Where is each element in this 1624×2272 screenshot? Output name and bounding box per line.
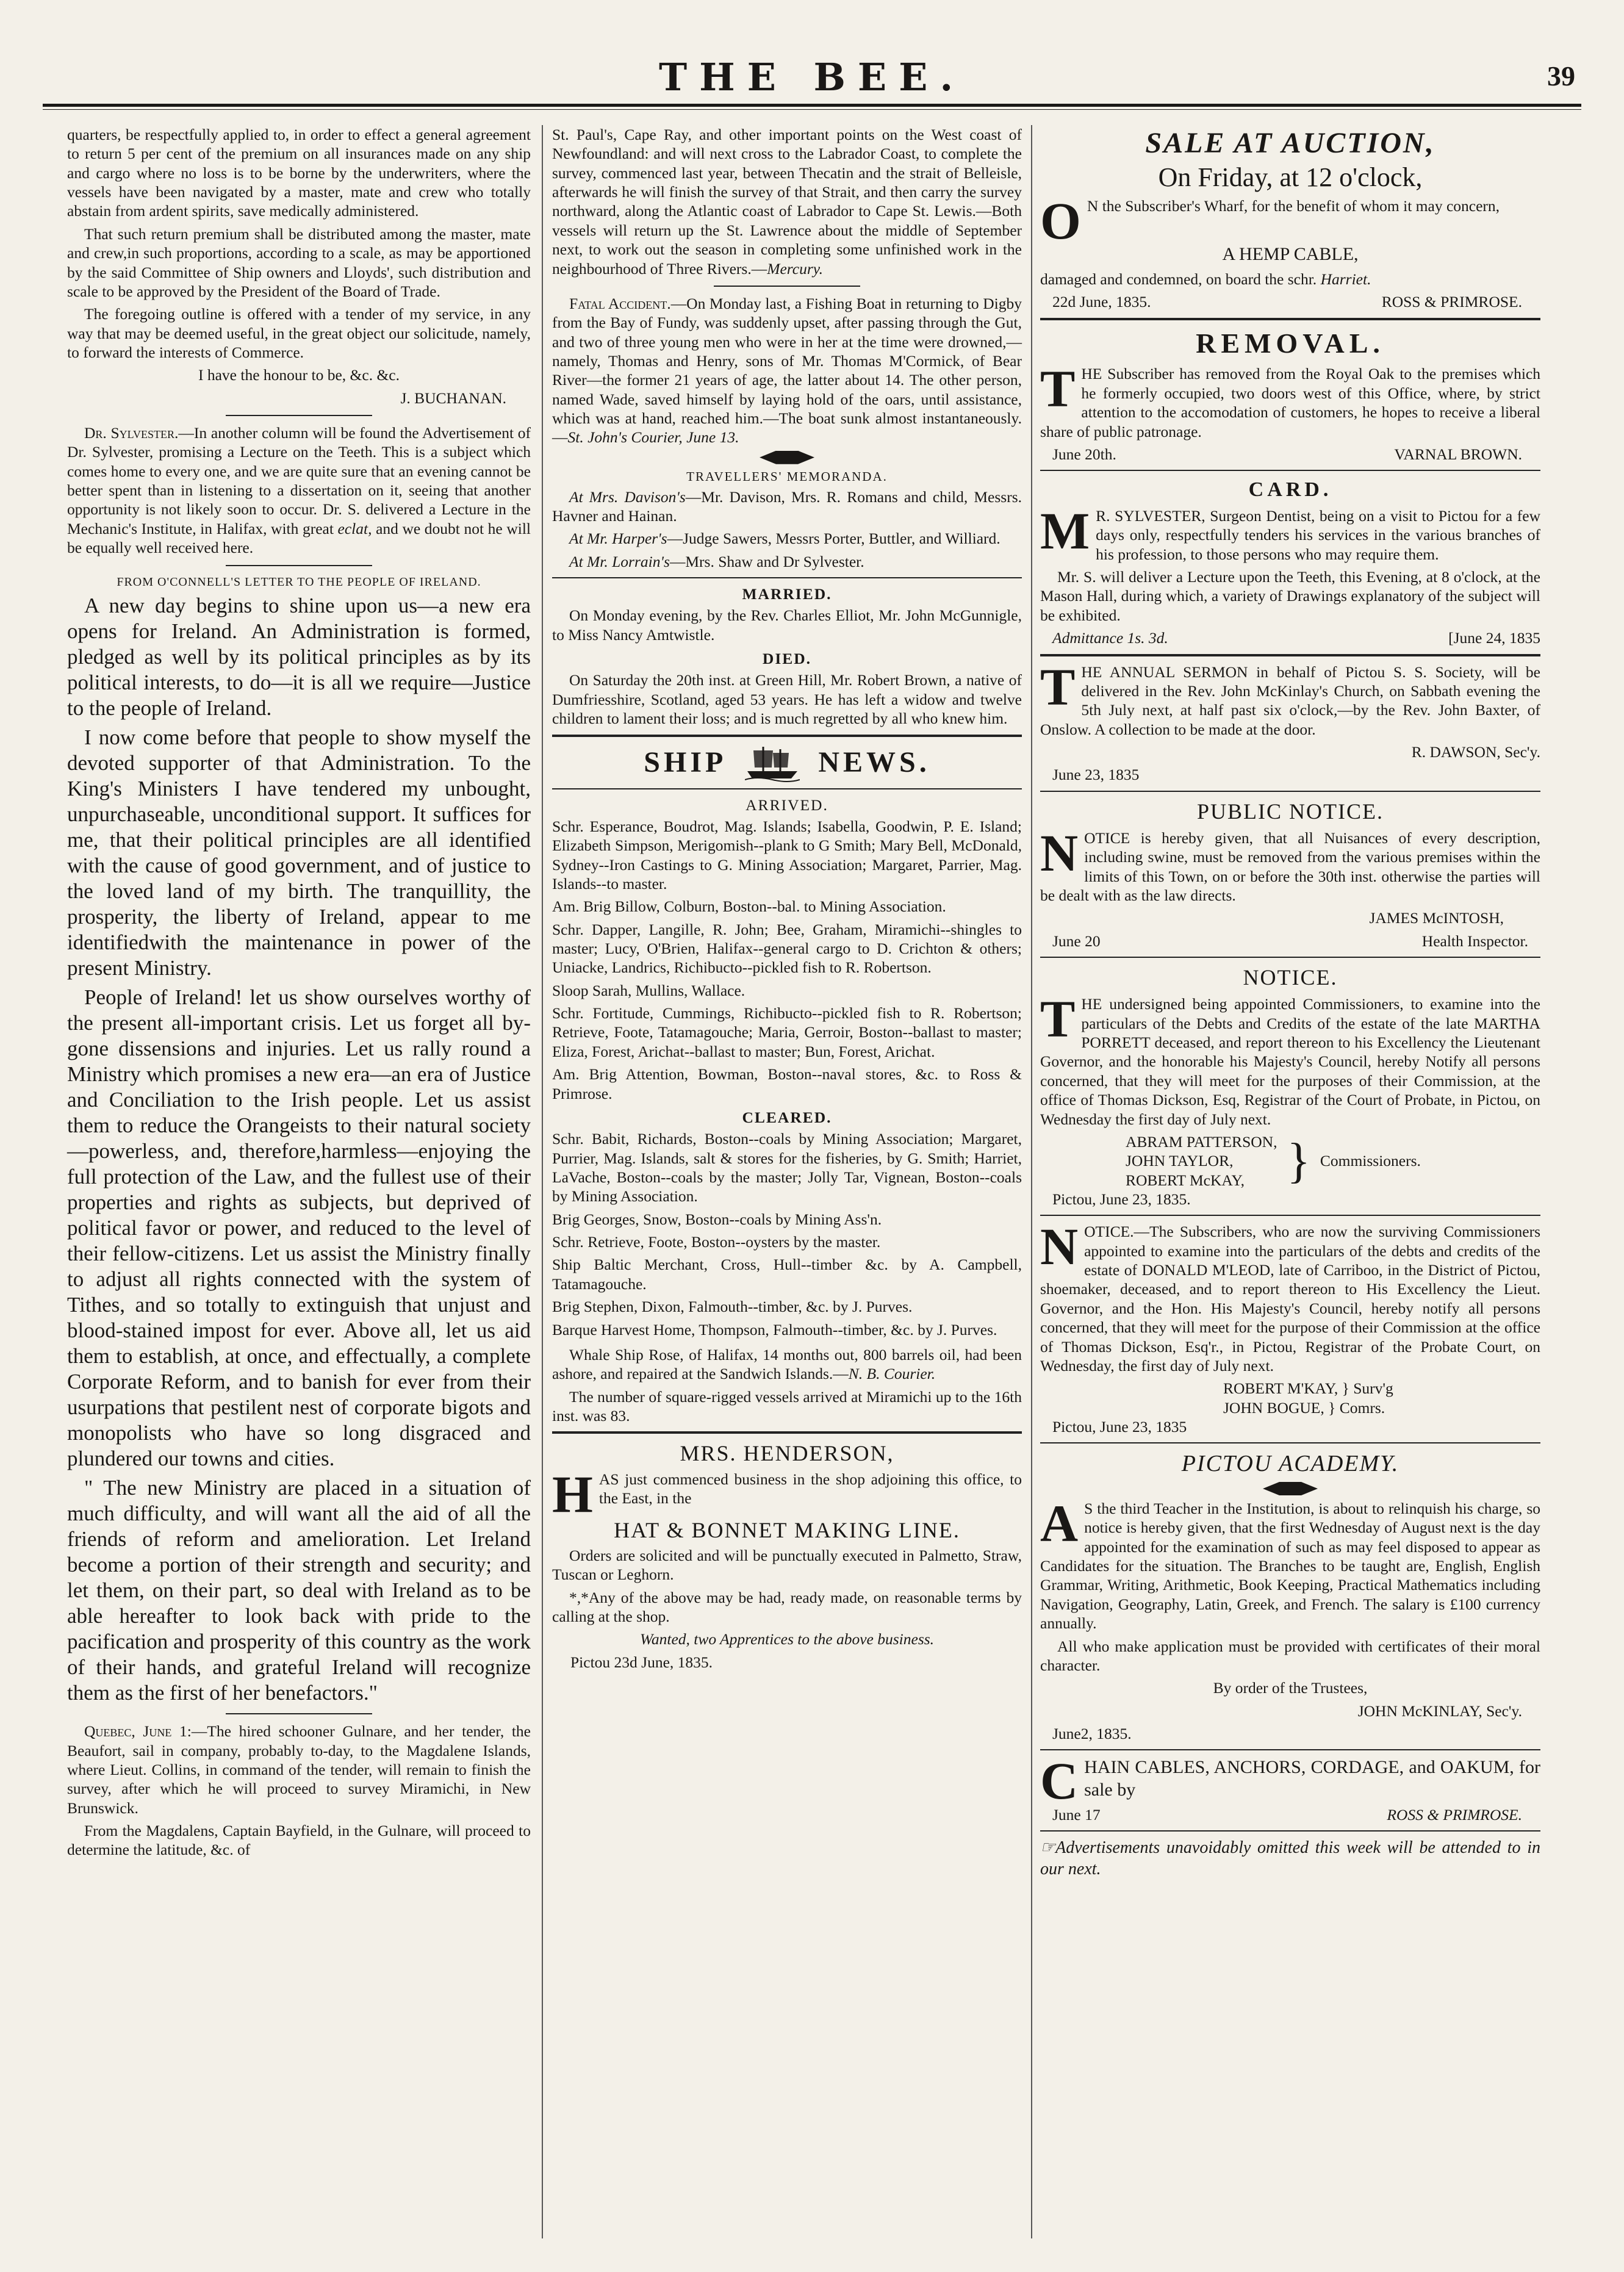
academy-order: By order of the Trustees, bbox=[1213, 1679, 1368, 1697]
ad-text: OTICE is hereby given, that all Nuisances of every description, including swine, must be removed from the various premises within the limits of this Town, on or before the 30th inst. otherwise the parties will be dealt with as the law directs. bbox=[1040, 829, 1540, 905]
chain-footer bbox=[1040, 1805, 1540, 1824]
signatory: JOHN BOGUE, bbox=[1223, 1398, 1324, 1417]
clearance-entry: Schr. Retrieve, Foote, Boston--oysters by the master. bbox=[552, 1233, 881, 1251]
drop-cap: N bbox=[1040, 1217, 1079, 1276]
page-number: 39 bbox=[1547, 60, 1575, 92]
ship-icon bbox=[745, 743, 800, 782]
mcleod-signatures: ROBERT M'KAY, } Surv'g JOHN BOGUE, } Comrs. bbox=[1223, 1379, 1393, 1417]
academy-requirement: All who make application must be provided with certificates of their moral character. bbox=[1040, 1637, 1540, 1674]
mcleod-notice bbox=[1040, 1217, 1540, 1375]
arrived-list bbox=[552, 817, 1022, 1103]
card-heading: CARD. bbox=[1248, 478, 1332, 501]
notice-date: Pictou, June 23, 1835. bbox=[1052, 1190, 1191, 1208]
column-divider bbox=[1031, 125, 1032, 2238]
drop-cap: M bbox=[1040, 501, 1090, 561]
removal-footer bbox=[1040, 445, 1540, 464]
source-credit: Mercury. bbox=[767, 259, 824, 278]
ad-signature: ROSS & PRIMROSE. bbox=[1381, 293, 1522, 311]
commissioners-label: Commissioners. bbox=[1320, 1152, 1421, 1170]
ship-news-left: SHIP bbox=[644, 746, 727, 779]
article-heading: FROM O'CONNELL'S LETTER TO THE PEOPLE OF IRELAND. bbox=[117, 575, 481, 589]
sale-time: On Friday, at 12 o'clock, bbox=[1158, 162, 1423, 193]
ad-text: OTICE.—The Subscribers, who are now the surviving Commissioners appointed to examine into the particulars of the debts and credits of the estate of DONALD M'LEOD, late of Carriboo, in the District of Pictou, shoemaker, deceased, and to report thereon to His Excellency the Lieut. Governor, and the Hon. His Majesty's Council, hereby notify all persons concerned, that they will meet for the purpose of their Commission at the office of Thomas Dickson, Esq'r., in Pictou, Registrar of the Probate Court, on Wednesday, the first day of July next. bbox=[1040, 1223, 1540, 1375]
arrival-entry: Schr. Fortitude, Cummings, Richibucto--pickled fish to R. Robertson; Retrieve, Foote, Tatamagouche; Maria, Gerroir, Boston--ballast to master; Eliza, Forest, Arichat--ballast to master; Bun, Forest, Arichat. bbox=[552, 1004, 1022, 1060]
quebec-article bbox=[67, 1722, 531, 1817]
admittance: Admittance 1s. 3d. bbox=[1052, 629, 1168, 647]
article-text: Whale Ship Rose, of Halifax, 14 months out, 800 barrels oil, had been ashore, and repaired at the Sandwich Islands.— bbox=[552, 1345, 1022, 1383]
arrival-entry: Am. Brig Billow, Colburn, Boston--bal. to Mining Association. bbox=[552, 897, 946, 916]
source-credit: St. John's Courier, June 13. bbox=[567, 428, 739, 447]
henderson-date: Pictou 23d June, 1835. bbox=[570, 1653, 713, 1671]
commissioners-block bbox=[1126, 1132, 1540, 1190]
ready-made-line: *,*Any of the above may be had, ready made, on reasonable terms by calling at the shop. bbox=[552, 1588, 1022, 1626]
article-text: St. Paul's, Cape Ray, and other important points on the West coast of Newfoundland: and will next cross to the Labrador Coast, to complete the survey, commenced last year, between Thecatin and the strait of Belleisle, afterwards he will finish the survey of that Strait, and then carry the survey northward, along the Atlantic coast of Labrador to Cape St. Lewis.—Both vessels will return up the St. Lawrence about the middle of September next, to work out the season in completing some unfinished work in the neighbourhood of Three Rivers.— bbox=[552, 126, 1022, 278]
card-footer bbox=[1040, 628, 1540, 647]
ad-date: June 17 bbox=[1052, 1806, 1101, 1824]
academy-heading: PICTOU ACADEMY. bbox=[1181, 1451, 1399, 1477]
separator bbox=[552, 735, 1022, 737]
notice-heading: NOTICE. bbox=[1243, 965, 1338, 990]
drop-cap: A bbox=[1040, 1494, 1079, 1553]
column-2 bbox=[552, 125, 1022, 1675]
signatory-title: Surv'g bbox=[1353, 1379, 1393, 1398]
masthead bbox=[43, 43, 1581, 110]
clearance-entry: Barque Harvest Home, Thompson, Falmouth--timber, &c. by J. Purves. bbox=[552, 1320, 997, 1339]
separator bbox=[226, 415, 372, 416]
lodging: At Mr. Lorrain's bbox=[569, 552, 670, 570]
omitted-adverts-note: ☞Advertisements unavoidably omitted this week will be attended to in our next. bbox=[1040, 1838, 1540, 1878]
whale-ship-note bbox=[552, 1345, 1022, 1384]
arrival-entry: Schr. Dapper, Langille, R. John; Bee, Graham, Miramichi--shingles to master; Lucy, O'Brien, Halifax--general cargo to D. Crichton & others; Uniacke, Landrics, Richibucto--pickled fish to R. Robertson. bbox=[552, 920, 1022, 977]
square-rigged-note: The number of square-rigged vessels arrived at Miramichi up to the 16th inst. was 83. bbox=[552, 1387, 1022, 1425]
public-notice bbox=[1040, 823, 1540, 905]
ship-news-right: NEWS. bbox=[818, 746, 930, 779]
cleared-list bbox=[552, 1129, 1022, 1339]
traveller-entry bbox=[552, 487, 1022, 526]
public-notice-name: JAMES McINTOSH, bbox=[1369, 909, 1504, 927]
separator bbox=[714, 286, 860, 287]
sermon-date: June 23, 1835 bbox=[1052, 766, 1140, 784]
drop-cap: T bbox=[1040, 990, 1076, 1049]
column-1 bbox=[67, 125, 531, 1863]
fatal-accident-article bbox=[552, 294, 1022, 447]
separator bbox=[552, 788, 1022, 789]
ad-date: June 20 bbox=[1052, 932, 1101, 950]
ornament bbox=[1263, 1482, 1318, 1495]
separator bbox=[552, 1431, 1022, 1434]
arrival-entry: Sloop Sarah, Mullins, Wallace. bbox=[552, 981, 746, 999]
article-text: eclat, bbox=[337, 519, 372, 537]
masthead-rule bbox=[43, 104, 1581, 110]
died-notice: On Saturday the 20th inst. at Green Hill, Mr. Robert Brown, a native of Dumfriesshire, Scotland, aged 53 years. He has left a widow and twelve children to lament their loss; and is much regretted by all who knew him. bbox=[552, 671, 1022, 728]
traveller-entry bbox=[552, 552, 1022, 571]
separator bbox=[226, 1713, 372, 1714]
commissioner-name: ROBERT McKAY, bbox=[1126, 1171, 1245, 1189]
buchanan-paragraph: quarters, be respectfully applied to, in order to effect a general agreement to return 5 per cent of the premium on all insurances made on any ship and cargo where no loss is to be borne by the underwriters, where the vessels have been navigated by a master, mate and crew who totally abstain from ardent spirits, save medically administered. bbox=[67, 126, 531, 220]
buchanan-paragraph: That such return premium shall be distributed among the master, mate and crew,in such proportions, according to a scale, as may be apportioned by the said Committee of Ship owners and Lloyds', such distribution and scale to be approved by the President of the Board of Trade. bbox=[67, 225, 531, 300]
ad-title: Health Inspector. bbox=[1421, 932, 1528, 950]
drop-cap: H bbox=[552, 1464, 593, 1523]
removal-heading: REMOVAL. bbox=[1196, 327, 1385, 359]
henderson-heading: MRS. HENDERSON, bbox=[680, 1441, 894, 1466]
signatory-title: Comrs. bbox=[1339, 1398, 1385, 1417]
public-notice-heading: PUBLIC NOTICE. bbox=[1197, 799, 1384, 824]
signatory: ROBERT M'KAY, bbox=[1223, 1379, 1338, 1398]
brace: } bbox=[1287, 1134, 1310, 1188]
separator bbox=[1040, 1830, 1540, 1832]
separator bbox=[1040, 654, 1540, 656]
ad-text: R. SYLVESTER, Surgeon Dentist, being on a visit to Pictou for a few days only, respectfully tenders his services in the various branches of his profession, to those persons who may require them. bbox=[1096, 507, 1540, 563]
separator bbox=[1040, 1749, 1540, 1750]
survey-paragraph bbox=[552, 125, 1022, 278]
magdalens-paragraph: From the Magdalens, Captain Bayfield, in the Gulnare, will proceed to determine the latitude, &c. of bbox=[67, 1821, 531, 1859]
removal-ad bbox=[1040, 359, 1540, 440]
ad-text: N the Subscriber's Wharf, for the benefit of whom it may concern, bbox=[1087, 197, 1500, 215]
sermon-ad bbox=[1040, 657, 1540, 739]
arrival-entry: Schr. Esperance, Boudrot, Mag. Islands; Isabella, Goodwin, P. E. Island; Elizabeth Simpson, Merigomish--plank to G Smith; Mary Bell, McDonald, Sydney--Iron Castings to G. Mining Association; Margaret, Parrier, Mag. Islands--to master. bbox=[552, 817, 1022, 893]
separator bbox=[1040, 957, 1540, 958]
lodging: At Mr. Harper's bbox=[569, 530, 667, 548]
sale-heading: SALE AT AUCTION, bbox=[1145, 127, 1435, 159]
cleared-heading: CLEARED. bbox=[742, 1108, 832, 1126]
drop-cap: T bbox=[1040, 657, 1076, 716]
sylvester-article bbox=[67, 423, 531, 558]
ad-signature: VARNAL BROWN. bbox=[1394, 445, 1522, 463]
married-heading: MARRIED. bbox=[742, 585, 832, 603]
separator bbox=[552, 577, 1022, 578]
sale-item: A HEMP CABLE, bbox=[1222, 244, 1359, 265]
ship-news-banner bbox=[552, 743, 1022, 782]
lead-in: Quebec, June 1: bbox=[84, 1722, 192, 1741]
lead-in: Dr. Sylvester. bbox=[84, 424, 179, 442]
oconnell-paragraph: A new day begins to shine upon us—a new era opens for Ireland. An Administration is formed, pledged as well by its political principles as by its political interests, to do—it is all we require—Justice to the people of Ireland. bbox=[67, 594, 531, 721]
ad-date: [June 24, 1835 bbox=[1448, 629, 1540, 647]
ornament bbox=[760, 451, 814, 464]
source-credit: N. B. Courier. bbox=[848, 1365, 936, 1383]
married-notice: On Monday evening, by the Rev. Charles Elliot, Mr. John McGunnigle, to Miss Nancy Amtwistle. bbox=[552, 606, 1022, 644]
chain-ad bbox=[1040, 1752, 1540, 1811]
ad-text: HE ANNUAL SERMON in behalf of Pictou S. S. Society, will be delivered in the Rev. John McKinlay's Church, on Sabbath evening the 5th July next, at half past six o'clock,—by the Rev. John Baxter, of Onslow. A collection to be made at the door. bbox=[1040, 663, 1540, 738]
ad-date: June 20th. bbox=[1052, 445, 1116, 463]
wanted-line: Wanted, two Apprentices to the above business. bbox=[639, 1630, 935, 1648]
article-text: and we doubt not he will be equally well received here. bbox=[67, 519, 531, 557]
ad-text: HAIN CABLES, ANCHORS, CORDAGE, and OAKUM, for sale by bbox=[1084, 1757, 1540, 1800]
ship-name: Harriet. bbox=[1320, 270, 1371, 289]
clearance-entry: Schr. Babit, Richards, Boston--coals by Mining Association; Margaret, Purrier, Mag. Islands, salt & stores for the fisheries, by G. Smith; Harriet, LaVache, Boston--coals by the master; Jolly Tar, Vignean, Boston--coals by Mining Association. bbox=[552, 1130, 1022, 1206]
drop-cap: O bbox=[1040, 192, 1081, 251]
sale-description bbox=[1040, 270, 1540, 289]
died-heading: DIED. bbox=[762, 650, 812, 668]
ad-signature: ROSS & PRIMROSE. bbox=[1387, 1806, 1522, 1824]
article-text: —On Monday last, a Fishing Boat in returning to Digby from the Bay of Fundy, was suddenly upset, after passing through the Gut, and two of three young men who were in her at the time were drowned,—namely, Thomas and Henry, sons of Mr. Thomas M'Cormick, of Bear River—the former 21 years of age, the latter about 14. The other person, named Wade, saved himself by laying hold of the oars, until assistance, which was at hand, reached him.—The boat sunk almost instantaneously.— bbox=[552, 294, 1022, 447]
ad-date: 22d June, 1835. bbox=[1052, 293, 1151, 311]
drop-cap: T bbox=[1040, 359, 1076, 419]
travellers-heading: TRAVELLERS' MEMORANDA. bbox=[686, 469, 888, 484]
clearance-entry: Ship Baltic Merchant, Cross, Hull--timber &c. by A. Campbell, Tatamagouche. bbox=[552, 1256, 1022, 1293]
arrived-heading: ARRIVED. bbox=[746, 796, 828, 814]
article-text: —The hired schooner Gulnare, and her tender, the Beaufort, sail in company, probably to-day, to the Magdalene Islands, where Lieut. Collins, in command of the tender, will remain to finish the survey, after which he will proceed to survey Miramichi, in New Brunswick. bbox=[67, 1722, 531, 1817]
guests: —Judge Sawers, Messrs Porter, Buttler, and Williard. bbox=[667, 530, 1001, 548]
lead-in: Fatal Accident. bbox=[569, 294, 671, 312]
drop-cap: N bbox=[1040, 823, 1079, 882]
column-3 bbox=[1040, 125, 1540, 1883]
article-text: —In another column will be found the Advertisement of Dr. Sylvester, promising a Lecture on the Teeth. This is a subject which comes home to every one, and we are quite sure that an evening cannot be better spent than in listening to a dissertation on it, seeing that another opportunity is not likely soon to occur. Dr. S. delivered a Lecture in the Mechanic's Institute, in Halifax, with great bbox=[67, 424, 531, 537]
lecture-notice: Mr. S. will deliver a Lecture upon the Teeth, this Evening, at 8 o'clock, at the Mason Hall, during which, a variety of Drawings explanatory of the subject will be exhibited. bbox=[1040, 568, 1540, 624]
sale-ad bbox=[1040, 192, 1540, 251]
ad-text: damaged and condemned, on board the schr. bbox=[1040, 270, 1317, 289]
oconnell-paragraph: I now come before that people to show myself the devoted supporter of that Administration. To the King's Ministers I have tendered my unbought, unpurchaseable, unconditional support. It suffices for me, that their political principles are all identified with the cause of good government, and of justice to the loved land of my birth. The tranquillity, the prosperity, the liberty of Ireland, appear to me identifiedwith the maintenance in power of the present Ministry. bbox=[67, 725, 531, 980]
oconnell-paragraph: People of Ireland! let us show ourselves worthy of the present all-important crisis. Let us forget all by-gone dissensions and injuries. Let us rally round a Ministry which promises a new era—an era of Justice and Conciliation to the Irish people. Let us assist them to reduce the Orangeists to their natural society—powerless, and, therefore,harmless—enjoying the full protection of the Law, and the fullest use of their properties and rights as subjects, but deprived of political favor or power, and reduced to the level of their fellow-citizens. Let us assist the Ministry finally to adjust all rights connected with the system of Tithes, and so totally to extinguish that unjust and blood-stained impost for ever. Above all, let us aid them to establish, at once, and effectually, a complete Corporate Reform, and to banish for ever from their usurpations that pestilent nest of corporate bigots and monopolists who have so long disgraced and plundered our towns and cities. bbox=[67, 985, 531, 1471]
academy-date: June2, 1835. bbox=[1052, 1724, 1132, 1742]
porrett-notice bbox=[1040, 990, 1540, 1129]
public-notice-footer bbox=[1040, 932, 1540, 951]
separator bbox=[1040, 470, 1540, 471]
lodging: At Mrs. Davison's bbox=[569, 487, 686, 506]
commissioner-name: ABRAM PATTERSON, bbox=[1126, 1132, 1277, 1151]
buchanan-paragraph: The foregoing outline is offered with a tender of my service, in any way that may be deemed useful, in the great object our solicitude, namely, to forward the interests of Commerce. bbox=[67, 305, 531, 361]
ad-text: HE undersigned being appointed Commissioners, to examine into the particulars of the Debts and Credits of the estate of the late MARTHA PORRETT deceased, and report thereon to his Excellency the Lieutenant Governor, and the honorable his Majesty's Council, hereby Notify all persons concerned, that they will meet for the purposes of their Commission, at the office of Thomas Dickson, Esq, Registrar of the Court of Probate, in Pictou, on Wednesday the first day of July next. bbox=[1040, 995, 1540, 1128]
separator bbox=[1040, 318, 1540, 320]
traveller-entry bbox=[552, 529, 1022, 548]
ad-text: S the third Teacher in the Institution, is about to relinquish his charge, so notice is hereby given, that the first Wednesday of August next is the day appointed for the examination of such as may feel disposed to appear as Candidates for the situation. The Branches to be taught are, English, English Grammar, Writing, Arithmetic, Book Keeping, Practical Mathematics including Navigation, Geography, Latin, Greek, and French. The salary is £100 currency annually. bbox=[1040, 1500, 1540, 1633]
sermon-signature: R. DAWSON, Sec'y. bbox=[1411, 742, 1540, 761]
hat-heading: HAT & BONNET MAKING LINE. bbox=[614, 1517, 960, 1542]
separator bbox=[1040, 1442, 1540, 1443]
mcleod-date: Pictou, June 23, 1835 bbox=[1052, 1417, 1187, 1436]
henderson-ad bbox=[552, 1464, 1022, 1523]
oconnell-paragraph: " The new Ministry are placed in a situation of much difficulty, and will want all the aid of all the friends of reform and amelioration. Let Ireland become a portion of their strength and security; and let them, on their part, so deal with Ireland as to be able hereafter to look back with pride to the pacification and prosperity of this country as the work of their hands, and grateful Ireland will recognize them as the first of her benefactors." bbox=[67, 1476, 531, 1705]
column-divider bbox=[542, 125, 543, 2238]
separator bbox=[1040, 1215, 1540, 1216]
card-ad bbox=[1040, 501, 1540, 564]
commissioner-names bbox=[1126, 1132, 1277, 1190]
orders-line: Orders are solicited and will be punctually executed in Palmetto, Straw, Tuscan or Leghorn. bbox=[552, 1546, 1022, 1584]
clearance-entry: Brig Stephen, Dixon, Falmouth--timber, &c. by J. Purves. bbox=[552, 1298, 913, 1316]
academy-signature: JOHN McKINLAY, Sec'y. bbox=[1357, 1702, 1522, 1720]
commissioner-name: JOHN TAYLOR, bbox=[1126, 1152, 1234, 1170]
guests: —Mr. Davison, Mrs. R. Romans and child, Messrs. Havner and Hainan. bbox=[552, 487, 1022, 525]
academy-ad bbox=[1040, 1494, 1540, 1633]
arrival-entry: Am. Brig Attention, Bowman, Boston--naval stores, &c. to Ross & Primrose. bbox=[552, 1065, 1022, 1102]
ad-text: HE Subscriber has removed from the Royal Oak to the premises which he formerly occupied, two doors west of this Office, where, by strict attention to the accomodation of customers, he hopes to receive a liberal share of public patronage. bbox=[1040, 365, 1540, 440]
signature: J. BUCHANAN. bbox=[400, 389, 506, 407]
guests: —Mrs. Shaw and Dr Sylvester. bbox=[669, 552, 864, 570]
clearance-entry: Brig Georges, Snow, Boston--coals by Mining Ass'n. bbox=[552, 1210, 882, 1228]
ad-text: AS just commenced business in the shop adjoining this office, to the East, in the bbox=[598, 1470, 1022, 1507]
closing-line: I have the honour to be, &c. &c. bbox=[198, 366, 400, 384]
separator bbox=[1040, 791, 1540, 792]
drop-cap: C bbox=[1040, 1752, 1079, 1811]
sale-footer bbox=[1040, 292, 1540, 311]
newspaper-title: THE BEE. bbox=[658, 55, 966, 99]
separator bbox=[226, 565, 372, 566]
